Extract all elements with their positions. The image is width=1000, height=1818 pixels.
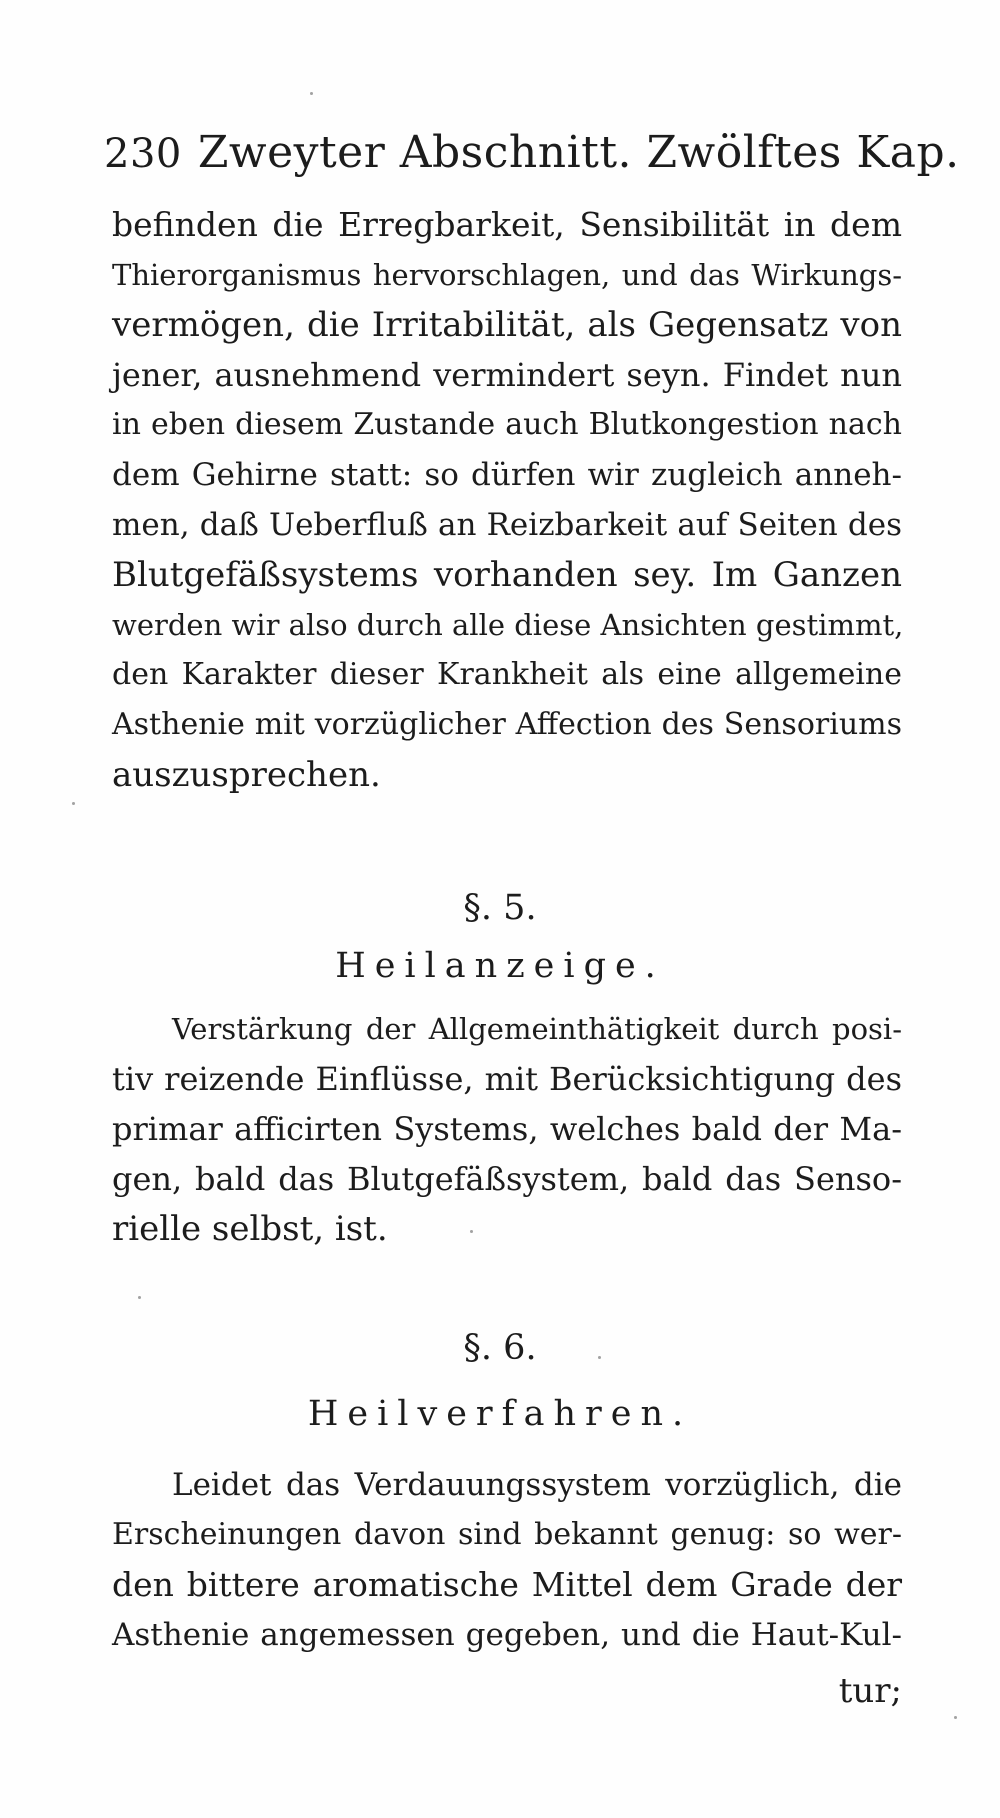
speck — [470, 1230, 473, 1233]
text-line: rielle selbst, ist. — [112, 1209, 388, 1249]
text-line: in eben diesem Zustande auch Blutkongestion nach — [112, 407, 902, 442]
text-line: den bittere aromatische Mittel dem Grade der — [112, 1565, 902, 1604]
text-line: dem Gehirne statt: so dürfen wir zugleich anneh- — [112, 457, 902, 493]
section-number: §. 6. — [463, 1328, 537, 1368]
section-title: Heilanzeige. — [335, 946, 665, 986]
text-line: Asthenie mit vorzüglicher Affection des Sensoriums — [112, 707, 902, 742]
text-line: gen, bald das Blutgefäßsystem, bald das Senso- — [112, 1160, 902, 1198]
text-line: werden wir also durch alle diese Ansichten gestimmt, — [112, 608, 904, 642]
text-line: auszusprechen. — [112, 755, 381, 795]
speck — [310, 92, 313, 95]
text-line: den Karakter dieser Krankheit als eine allgemeine — [112, 657, 902, 692]
running-header — [104, 118, 960, 188]
speck — [138, 1296, 141, 1299]
text-line: befinden die Erregbarkeit, Sensibilität in dem — [112, 205, 902, 244]
section-title: Heilverfahren. — [307, 1394, 693, 1434]
running-title: Zweyter Abschnitt. Zwölftes Kap. — [197, 127, 960, 178]
speck — [72, 802, 75, 805]
text-line: Verstärkung der Allgemeinthätigkeit durch posi- — [172, 1012, 902, 1046]
text-line: Erscheinungen davon sind bekannt genug: so wer- — [112, 1517, 902, 1552]
speck — [598, 1356, 601, 1359]
text-line: Leidet das Verdauungssystem vorzüglich, die — [172, 1467, 902, 1503]
text-line: vermögen, die Irritabilität, als Gegensatz von — [112, 305, 902, 345]
text-line: Thierorganismus hervorschlagen, und das Wirkungs- — [112, 258, 902, 292]
text-line: Asthenie angemessen gegeben, und die Haut-Kul- — [112, 1617, 902, 1653]
text-line: primar afficirten Systems, welches bald der Ma- — [112, 1110, 902, 1148]
section-number: §. 5. — [463, 888, 537, 928]
text-line: Blutgefäßsystems vorhanden sey. Im Ganzen — [112, 555, 902, 595]
text-line: men, daß Ueberfluß an Reizbarkeit auf Seiten des — [112, 507, 902, 543]
page-number: 230 — [104, 131, 182, 177]
catchword: tur; — [838, 1671, 902, 1711]
text-line: jener, ausnehmend vermindert seyn. Findet nun — [112, 356, 902, 394]
text-line: tiv reizende Einflüsse, mit Berücksichtigung des — [112, 1060, 902, 1098]
speck — [954, 1716, 957, 1719]
